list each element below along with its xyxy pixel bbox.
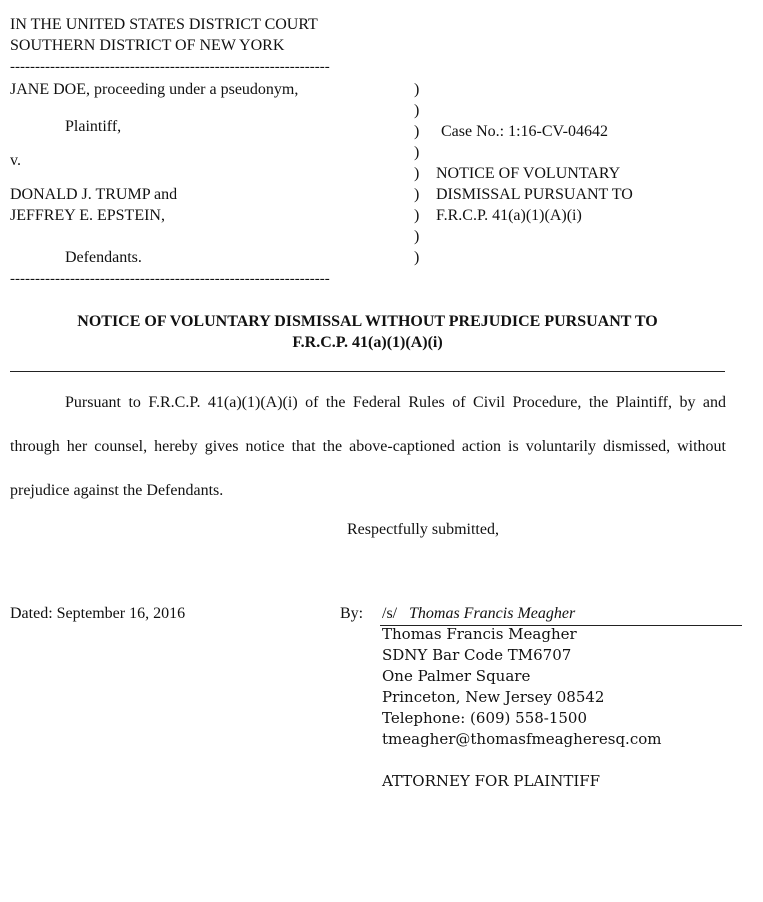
versus-label: v. [10,152,21,169]
caption-notice-line: DISMISSAL PURSUANT TO [436,186,633,203]
caption-separator-top: ---------------------------------------------------------------- [10,59,330,75]
caption-paren: ) [414,228,420,245]
court-heading [10,14,318,56]
defendant-role: Defendants. [65,249,142,266]
attorney-address-1: One Palmer Square [382,667,531,685]
attorney-role: ATTORNEY FOR PLAINTIFF [382,772,601,790]
attorney-email: tmeagher@thomasfmeagheresq.com [382,730,662,748]
caption-paren: ) [414,186,420,203]
case-number: Case No.: 1:16-CV-04642 [441,123,608,140]
caption-paren: ) [414,144,420,161]
court-name: IN THE UNITED STATES DISTRICT COURT [10,16,318,33]
caption-paren: ) [414,165,420,182]
closing: Respectfully submitted, [347,521,499,538]
caption-paren: ) [414,102,420,119]
attorney-name: Thomas Francis Meagher [382,625,577,643]
caption-separator-bottom: ---------------------------------------------------------------- [10,271,330,287]
court-district: SOUTHERN DISTRICT OF NEW YORK [10,37,285,54]
dated-line: Dated: September 16, 2016 [10,605,186,622]
attorney-spacer [382,750,661,771]
caption-paren: ) [414,249,420,266]
caption-paren: ) [414,207,420,224]
caption-notice-line: NOTICE OF VOLUNTARY [436,165,621,182]
plaintiff-name: JANE DOE, proceeding under a pseudonym, [10,81,299,98]
attorney-address-2: Princeton, New Jersey 08542 [382,688,605,706]
attorney-bar-code: SDNY Bar Code TM6707 [382,646,572,664]
title-rule [10,371,725,372]
document-title-line: NOTICE OF VOLUNTARY DISMISSAL WITHOUT PREJUDICE PURSUANT TO [77,313,658,330]
caption-notice-title [436,163,633,226]
signature-slash-s: /s/ [382,605,398,622]
caption-paren: ) [414,123,420,140]
caption-parentheses [414,79,419,268]
document-title-line: F.R.C.P. 41(a)(1)(A)(i) [292,334,443,351]
attorney-telephone: Telephone: (609) 558-1500 [382,709,588,727]
document-title [0,311,735,353]
defendant-2: JEFFREY E. EPSTEIN, [10,207,165,224]
body-paragraph [10,381,726,513]
body-paragraph-text: Pursuant to F.R.C.P. 41(a)(1)(A)(i) of the Federal Rules of Civil Procedure, the Plaintiff, by and through her counsel, hereby gives notice that the above-captioned action is voluntarily dismissed, without prejudice against the Defendants. [10,394,726,499]
caption-paren: ) [414,81,420,98]
caption-notice-line: F.R.C.P. 41(a)(1)(A)(i) [436,207,582,224]
attorney-block [382,624,661,792]
by-label: By: [340,605,364,622]
defendant-1: DONALD J. TRUMP and [10,186,178,203]
plaintiff-role: Plaintiff, [65,118,122,135]
signature-name: Thomas Francis Meagher [409,605,576,622]
